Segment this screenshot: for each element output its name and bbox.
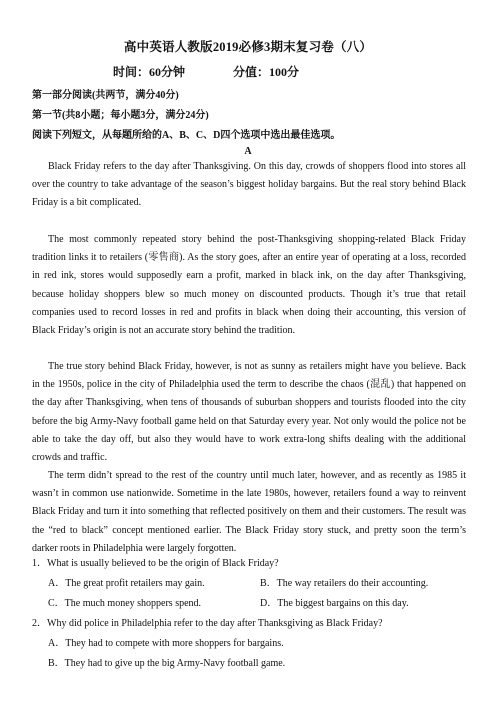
exam-score: 分值：100分 <box>233 65 300 79</box>
exam-title: 高中英语人教版2019必修3期末复习卷（八） <box>123 40 373 54</box>
question-option: C．The much money shoppers spend. <box>48 598 202 609</box>
question-option: B．They had to give up the big Army-Navy football game. <box>48 658 286 669</box>
part-heading: 第一部分阅读(共两节，满分40分) <box>32 90 179 101</box>
passage-paragraph: The true story behind Black Friday, however, is not as sunny as retailers might have you believe. Back in the 1950s, police in the city of Philadelphia used the term to describe the chaos (混乱) that happened on the day after Thanksgiving, when tens of thousands of suburban shoppers and tourists flooded into the city before the big Army-Navy football game held on that Saturday every year. Not only would the police not be able to take the day off, but also they would have to work extra-long shifts dealing with the additional crowds and traffic. <box>32 361 466 464</box>
passage-paragraph: Black Friday refers to the day after Thanksgiving. On this day, crowds of shoppers flood into stores all over the country to take advantage of the season’s biggest holiday bargains. But the real story behind Black Friday is a bit complicated. <box>32 161 466 209</box>
question-stem: 2．Why did police in Philadelphia refer to the day after Thanksgiving as Black Friday? <box>32 618 383 629</box>
instruction-text: 阅读下列短文，从每题所给的A、B、C、D四个选项中选出最佳选项。 <box>32 130 341 141</box>
question-option: A．They had to compete with more shoppers for bargains. <box>48 638 284 649</box>
passage-paragraph: The most commonly repeated story behind the post-Thanksgiving shopping-related Black Friday tradition links it to retailers (零售商). As the story goes, after an entire year of operating at a loss, recorded in red ink, stores would supposedly earn a profit, marked in black ink, on the day after Thanksgiving, because holiday shoppers blew so much money on discounted products. Though it’s true that retail companies used to record losses in red and profits in black when doing their accounting, this version of Black Friday’s origin is not an accurate story behind the tradition. <box>32 234 466 337</box>
question-option: B．The way retailers do their accounting. <box>260 578 429 589</box>
passage-label: A <box>244 146 252 157</box>
passage-paragraph: The term didn’t spread to the rest of the country until much later, however, and as recently as 1985 it wasn’t in common use nationwide. Sometime in the late 1980s, however, retailers found a way to reinvent Black Friday and turn it into something that reflected positively on them and their customers. The result was the “red to black” concept mentioned earlier. The Black Friday story stuck, and pretty soon the term’s darker roots in Philadelphia were largely forgotten. <box>32 470 466 554</box>
section-heading: 第一节(共8小题；每小题3分，满分24分) <box>32 110 209 121</box>
question-stem: 1．What is usually believed to be the origin of Black Friday? <box>32 558 279 569</box>
question-option: D．The biggest bargains on this day. <box>260 598 409 609</box>
exam-time: 时间：60分钟 <box>113 65 186 79</box>
question-option: A．The great profit retailers may gain. <box>48 578 205 589</box>
